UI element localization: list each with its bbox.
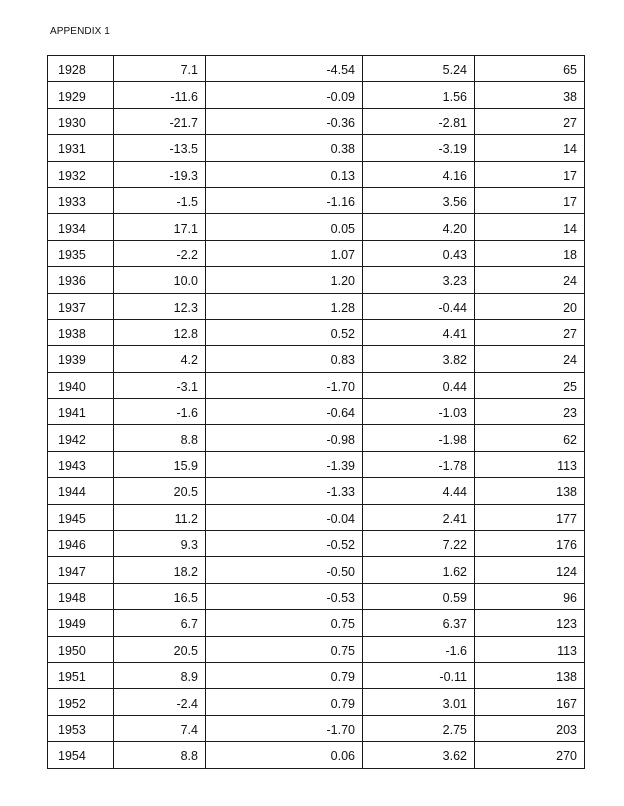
table-row [48,187,585,213]
value-cell-c: 1.62 [363,557,475,583]
year-cell: 1946 [48,531,114,557]
value-cell-c: 2.41 [363,504,475,530]
value-cell-d: 38 [475,82,585,108]
value-cell-d: 123 [475,610,585,636]
value-cell-b: 0.05 [206,214,363,240]
value-cell-c: 0.59 [363,583,475,609]
value-cell-d: 25 [475,372,585,398]
value-cell-c: 0.43 [363,240,475,266]
year-cell: 1944 [48,478,114,504]
value-cell-b: 0.06 [206,742,363,768]
value-cell-b: -0.04 [206,504,363,530]
year-cell: 1939 [48,346,114,372]
year-cell: 1953 [48,715,114,741]
value-cell-c: 3.62 [363,742,475,768]
table-row [48,56,585,82]
value-cell-a: -21.7 [114,108,206,134]
value-cell-c: 3.56 [363,187,475,213]
value-cell-d: 17 [475,187,585,213]
table-row [48,135,585,161]
value-cell-d: 203 [475,715,585,741]
table-row [48,161,585,187]
value-cell-b: 0.13 [206,161,363,187]
value-cell-d: 62 [475,425,585,451]
table-row [48,531,585,557]
table-row [48,610,585,636]
year-cell: 1934 [48,214,114,240]
value-cell-a: 11.2 [114,504,206,530]
table-row [48,557,585,583]
value-cell-c: 3.23 [363,267,475,293]
table-row [48,319,585,345]
value-cell-c: 3.01 [363,689,475,715]
value-cell-d: 24 [475,267,585,293]
value-cell-d: 18 [475,240,585,266]
year-cell: 1950 [48,636,114,662]
year-cell: 1940 [48,372,114,398]
value-cell-a: 8.9 [114,662,206,688]
value-cell-c: -1.98 [363,425,475,451]
table-row [48,583,585,609]
year-cell: 1943 [48,451,114,477]
value-cell-d: 113 [475,451,585,477]
value-cell-c: 4.20 [363,214,475,240]
value-cell-b: 0.52 [206,319,363,345]
value-cell-b: 1.20 [206,267,363,293]
appendix-table [47,55,585,769]
year-cell: 1932 [48,161,114,187]
year-cell: 1935 [48,240,114,266]
year-cell: 1928 [48,56,114,82]
value-cell-b: 0.75 [206,636,363,662]
value-cell-d: 17 [475,161,585,187]
value-cell-c: -1.6 [363,636,475,662]
value-cell-a: -11.6 [114,82,206,108]
value-cell-b: -0.53 [206,583,363,609]
value-cell-d: 14 [475,135,585,161]
value-cell-a: -13.5 [114,135,206,161]
value-cell-a: -1.5 [114,187,206,213]
table-row [48,715,585,741]
year-cell: 1951 [48,662,114,688]
value-cell-a: 15.9 [114,451,206,477]
value-cell-b: -4.54 [206,56,363,82]
value-cell-b: -1.33 [206,478,363,504]
value-cell-b: 0.75 [206,610,363,636]
value-cell-b: -0.36 [206,108,363,134]
value-cell-c: 0.44 [363,372,475,398]
value-cell-c: 4.44 [363,478,475,504]
year-cell: 1931 [48,135,114,161]
value-cell-b: -1.39 [206,451,363,477]
value-cell-a: 6.7 [114,610,206,636]
value-cell-d: 27 [475,319,585,345]
value-cell-d: 14 [475,214,585,240]
table-row [48,267,585,293]
table-row [48,504,585,530]
value-cell-b: 0.38 [206,135,363,161]
value-cell-a: 7.1 [114,56,206,82]
value-cell-d: 27 [475,108,585,134]
year-cell: 1945 [48,504,114,530]
value-cell-a: -2.2 [114,240,206,266]
appendix-table-body [48,56,585,769]
year-cell: 1941 [48,399,114,425]
value-cell-c: -2.81 [363,108,475,134]
year-cell: 1933 [48,187,114,213]
value-cell-b: -0.98 [206,425,363,451]
value-cell-a: 10.0 [114,267,206,293]
value-cell-d: 20 [475,293,585,319]
value-cell-c: -0.44 [363,293,475,319]
value-cell-a: 8.8 [114,742,206,768]
value-cell-a: 8.8 [114,425,206,451]
table-row [48,293,585,319]
table-row [48,689,585,715]
value-cell-d: 96 [475,583,585,609]
value-cell-a: 4.2 [114,346,206,372]
table-row [48,108,585,134]
value-cell-c: 4.41 [363,319,475,345]
value-cell-a: -3.1 [114,372,206,398]
year-cell: 1930 [48,108,114,134]
table-row [48,662,585,688]
table-row [48,451,585,477]
year-cell: 1954 [48,742,114,768]
table-row [48,214,585,240]
table-row [48,372,585,398]
table-row [48,399,585,425]
value-cell-b: 1.28 [206,293,363,319]
value-cell-c: 4.16 [363,161,475,187]
year-cell: 1936 [48,267,114,293]
value-cell-d: 177 [475,504,585,530]
value-cell-d: 23 [475,399,585,425]
value-cell-d: 124 [475,557,585,583]
value-cell-c: -3.19 [363,135,475,161]
value-cell-a: 7.4 [114,715,206,741]
value-cell-d: 24 [475,346,585,372]
value-cell-c: -1.78 [363,451,475,477]
value-cell-a: 18.2 [114,557,206,583]
table-row [48,346,585,372]
year-cell: 1952 [48,689,114,715]
value-cell-b: -0.09 [206,82,363,108]
value-cell-c: 7.22 [363,531,475,557]
value-cell-d: 113 [475,636,585,662]
table-row [48,478,585,504]
page-heading: APPENDIX 1 [50,26,110,37]
value-cell-d: 270 [475,742,585,768]
table-row [48,82,585,108]
value-cell-b: -0.64 [206,399,363,425]
table-row [48,425,585,451]
value-cell-b: -0.52 [206,531,363,557]
value-cell-a: 16.5 [114,583,206,609]
value-cell-c: -0.11 [363,662,475,688]
value-cell-b: 0.79 [206,662,363,688]
value-cell-b: -1.70 [206,715,363,741]
value-cell-a: -2.4 [114,689,206,715]
year-cell: 1937 [48,293,114,319]
value-cell-c: 2.75 [363,715,475,741]
value-cell-c: 1.56 [363,82,475,108]
year-cell: 1947 [48,557,114,583]
value-cell-c: 6.37 [363,610,475,636]
value-cell-d: 167 [475,689,585,715]
value-cell-d: 176 [475,531,585,557]
value-cell-b: -0.50 [206,557,363,583]
value-cell-d: 138 [475,662,585,688]
year-cell: 1942 [48,425,114,451]
value-cell-a: -1.6 [114,399,206,425]
value-cell-b: 0.79 [206,689,363,715]
table-row [48,742,585,768]
value-cell-a: 17.1 [114,214,206,240]
table-row [48,636,585,662]
value-cell-a: -19.3 [114,161,206,187]
value-cell-a: 12.3 [114,293,206,319]
value-cell-b: 1.07 [206,240,363,266]
value-cell-a: 20.5 [114,636,206,662]
value-cell-b: -1.16 [206,187,363,213]
value-cell-c: 3.82 [363,346,475,372]
year-cell: 1948 [48,583,114,609]
table-row [48,240,585,266]
value-cell-c: 5.24 [363,56,475,82]
value-cell-a: 12.8 [114,319,206,345]
year-cell: 1938 [48,319,114,345]
value-cell-b: 0.83 [206,346,363,372]
value-cell-b: -1.70 [206,372,363,398]
value-cell-c: -1.03 [363,399,475,425]
year-cell: 1929 [48,82,114,108]
year-cell: 1949 [48,610,114,636]
value-cell-a: 20.5 [114,478,206,504]
value-cell-a: 9.3 [114,531,206,557]
value-cell-d: 65 [475,56,585,82]
value-cell-d: 138 [475,478,585,504]
